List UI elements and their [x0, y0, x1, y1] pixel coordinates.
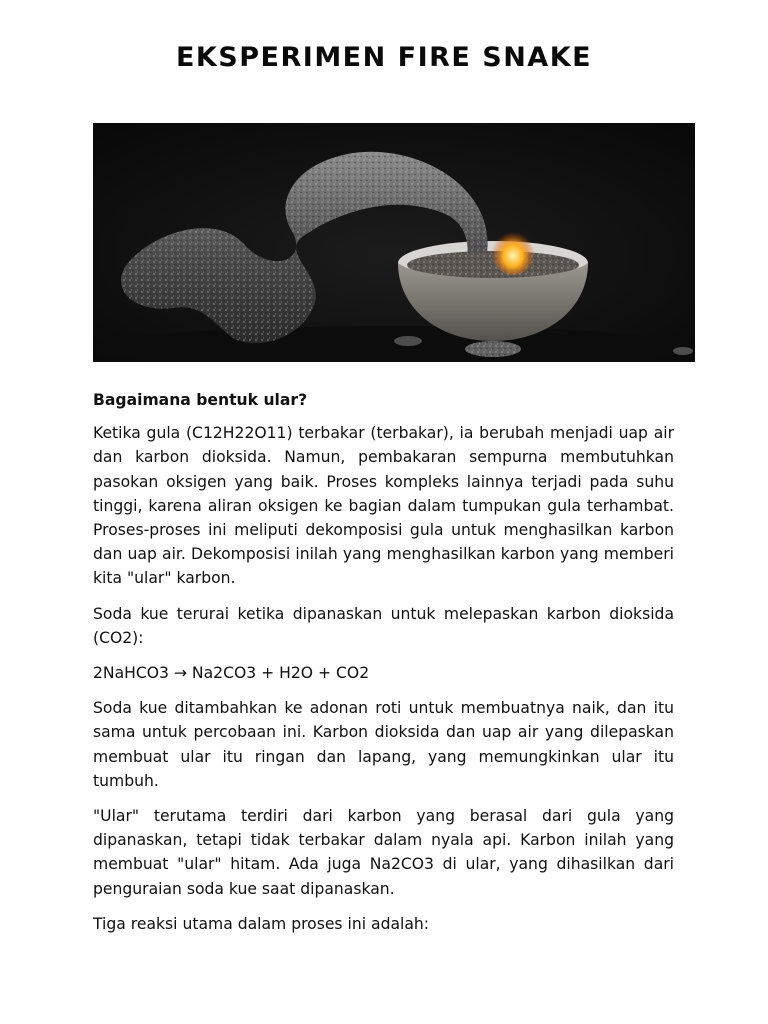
page-title: EKSPERIMEN FIRE SNAKE	[175, 42, 593, 73]
paragraph: Soda kue ditambahkan ke adonan roti untuk membuatnya naik, dan itu sama untuk percobaan ini. Karbon dioksida dan uap air yang dilepaskan membuat ular itu ringan dan lapang, yang memungkinkan ular itu tumbuh.	[93, 699, 674, 790]
section-heading: Bagaimana bentuk ular?	[93, 391, 308, 409]
fire-snake-photo	[93, 123, 695, 362]
paragraph: "Ular" terutama terdiri dari karbon yang berasal dari gula yang dipanaskan, tetapi tidak terbakar dalam nyala api. Karbon inilah yang membuat "ular" hitam. Ada juga Na2CO3 di ular, yang dihasilkan dari penguraian soda kue saat dipanaskan.	[93, 807, 674, 898]
paragraph: Ketika gula (C12H22O11) terbakar (terbakar), ia berubah menjadi uap air dan karbon dioksida. Namun, pembakaran sempurna membutuhkan pasokan oksigen yang baik. Proses kompleks lainnya terjadi pada suhu tinggi, karena aliran oksigen ke bagian dalam tumpukan gula terhambat. Proses-proses ini meliputi dekomposisi gula untuk menghasilkan karbon dan uap air. Dekomposisi inilah yang menghasilkan karbon yang memberi kita "ular" karbon.	[93, 424, 674, 588]
paragraph: Tiga reaksi utama dalam proses ini adalah:	[93, 914, 430, 933]
paragraph: Soda kue terurai ketika dipanaskan untuk melepaskan karbon dioksida (CO2):	[93, 604, 674, 647]
article-body	[93, 388, 674, 947]
chemical-equation: 2NaHCO3 → Na2CO3 + H2O + CO2	[93, 664, 370, 683]
